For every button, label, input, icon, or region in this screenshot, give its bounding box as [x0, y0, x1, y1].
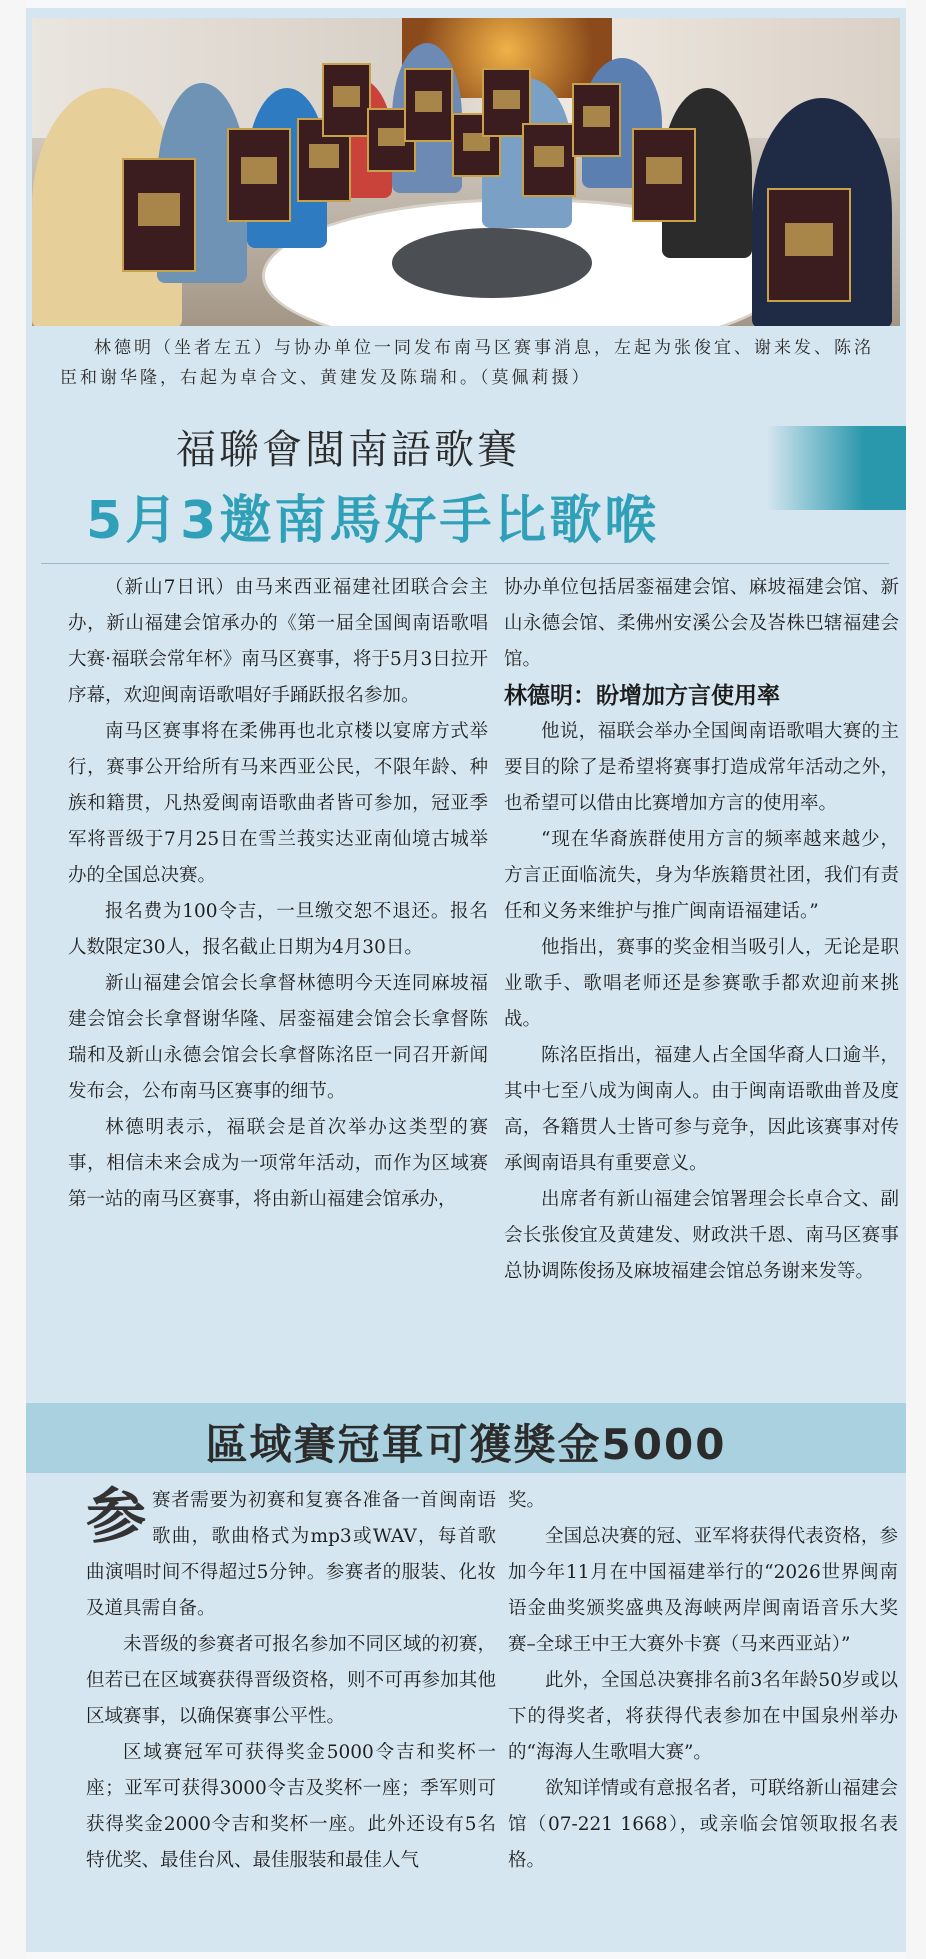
article2-column-left [86, 1483, 496, 1879]
headline-title: 5月3邀南馬好手比歌喉 [86, 491, 660, 551]
article2-column-right [508, 1483, 898, 1879]
article-paragraph: 欲知详情或有意报名者，可联络新山福建会馆（07-221 1668），或亲临会馆领取报名表格。 [508, 1778, 898, 1871]
article-paragraph: 报名费为100令吉，一旦缴交恕不退还。报名人数限定30人，报名截止日期为4月30日。 [68, 901, 488, 958]
article1-column-right [504, 570, 899, 1290]
article-paragraph: 林德明表示，福联会是首次举办这类型的赛事，相信未来会成为一项常年活动，而作为区域赛第一站的南马区赛事，将由新山福建会馆承办， [68, 1117, 488, 1210]
photo-poster [522, 123, 576, 197]
photo-caption: 林德明（坐者左五）与协办单位一同发布南马区赛事消息，左起为张俊宜、谢来发、陈洺臣和谢华隆，右起为卓合文、黄建发及陈瑞和。（莫佩莉摄） [60, 338, 874, 388]
article-paragraph: （新山7日讯）由马来西亚福建社团联合会主办，新山福建会馆承办的《第一届全国闽南语歌唱大赛·福联会常年杯》南马区赛事，将于5月3日拉开序幕，欢迎闽南语歌唱好手踊跃报名参加。 [68, 577, 488, 706]
article-paragraph: 南马区赛事将在柔佛再也北京楼以宴席方式举行，赛事公开给所有马来西亚公民，不限年龄、种族和籍贯，凡热爱闽南语歌曲者皆可参加，冠亚季军将晋级于7月25日在雪兰莪实达亚南仙境古城举办的全国总决赛。 [68, 721, 488, 886]
article-paragraph [86, 1483, 496, 1627]
headline-accent-bar [766, 426, 906, 510]
article-paragraph: 协办单位包括居銮福建会馆、麻坡福建会馆、新山永德会馆、柔佛州安溪公会及峇株巴辖福建会馆。 [504, 577, 899, 670]
article-paragraph: 陈洺臣指出，福建人占全国华裔人口逾半，其中七至八成为闽南人。由于闽南语歌曲普及度高，各籍贯人士皆可参与竞争，因此该赛事对传承闽南语具有重要意义。 [504, 1045, 899, 1174]
press-conference-photo [32, 18, 900, 326]
article-paragraph-text: 赛者需要为初赛和复赛各准备一首闽南语歌曲，歌曲格式为mp3或WAV，每首歌曲演唱时间不得超过5分钟。参赛者的服装、化妆及道具需自备。 [86, 1490, 496, 1619]
article-paragraph: 全国总决赛的冠、亚军将获得代表资格，参加今年11月在中国福建举行的“2026世界闽南语金曲奖颁奖盛典及海峡两岸闽南语音乐大奖赛–全球王中王大赛外卡赛（马来西亚站）” [508, 1526, 898, 1655]
headline-divider [41, 563, 889, 564]
page-margin-left [0, 0, 26, 1959]
drop-cap: 参 [86, 1482, 146, 1552]
section-title: 區域賽冠軍可獲獎金5000 [205, 1420, 727, 1469]
article-paragraph: 未晋级的参赛者可报名参加不同区域的初赛，但若已在区域赛获得晋级资格，则不可再参加其他区域赛事，以确保赛事公平性。 [86, 1634, 496, 1727]
article-subheading: 林德明：盼增加方言使用率 [504, 683, 780, 709]
photo-poster [572, 83, 621, 157]
article-paragraph: “现在华裔族群使用方言的频率越来越少，方言正面临流失，身为华族籍贯社团，我们有责任和义务来维护与推广闽南语福建话。” [504, 829, 899, 922]
photo-poster [632, 128, 696, 222]
article-paragraph: 他说，福联会举办全国闽南语歌唱大赛的主要目的除了是希望将赛事打造成常年活动之外，也希望可以借由比赛增加方言的使用率。 [504, 721, 899, 814]
article1-column-left [68, 570, 488, 1218]
photo-poster [767, 188, 851, 302]
headline-kicker: 福聯會閩南語歌賽 [176, 427, 520, 473]
photo-poster [227, 128, 291, 222]
article-paragraph: 区域赛冠军可获得奖金5000令吉和奖杯一座；亚军可获得3000令吉及奖杯一座；季军则可获得奖金2000令吉和奖杯一座。此外还设有5名特优奖、最佳台风、最佳服装和最佳人气 [86, 1742, 496, 1871]
photo-poster [404, 68, 453, 142]
article-paragraph: 此外，全国总决赛排名前3名年龄50岁或以下的得奖者，将获得代表参加在中国泉州举办的“海海人生歌唱大赛”。 [508, 1670, 898, 1763]
article-paragraph: 出席者有新山福建会馆署理会长卓合文、副会长张俊宜及黄建发、财政洪千恩、南马区赛事总协调陈俊扬及麻坡福建会馆总务谢来发等。 [504, 1189, 899, 1282]
article-paragraph: 奖。 [508, 1490, 546, 1511]
newspaper-clipping [26, 8, 906, 1952]
page-margin-right [906, 0, 926, 1959]
article-paragraph: 新山福建会馆会长拿督林德明今天连同麻坡福建会馆会长拿督谢华隆、居銮福建会馆会长拿督陈瑞和及新山永德会馆会长拿督陈洺臣一同召开新闻发布会，公布南马区赛事的细节。 [68, 973, 488, 1102]
article-paragraph: 他指出，赛事的奖金相当吸引人，无论是职业歌手、歌唱老师还是参赛歌手都欢迎前来挑战。 [504, 937, 899, 1030]
photo-lazy-susan [392, 228, 592, 298]
photo-poster [122, 158, 196, 272]
photo-poster [322, 63, 371, 137]
